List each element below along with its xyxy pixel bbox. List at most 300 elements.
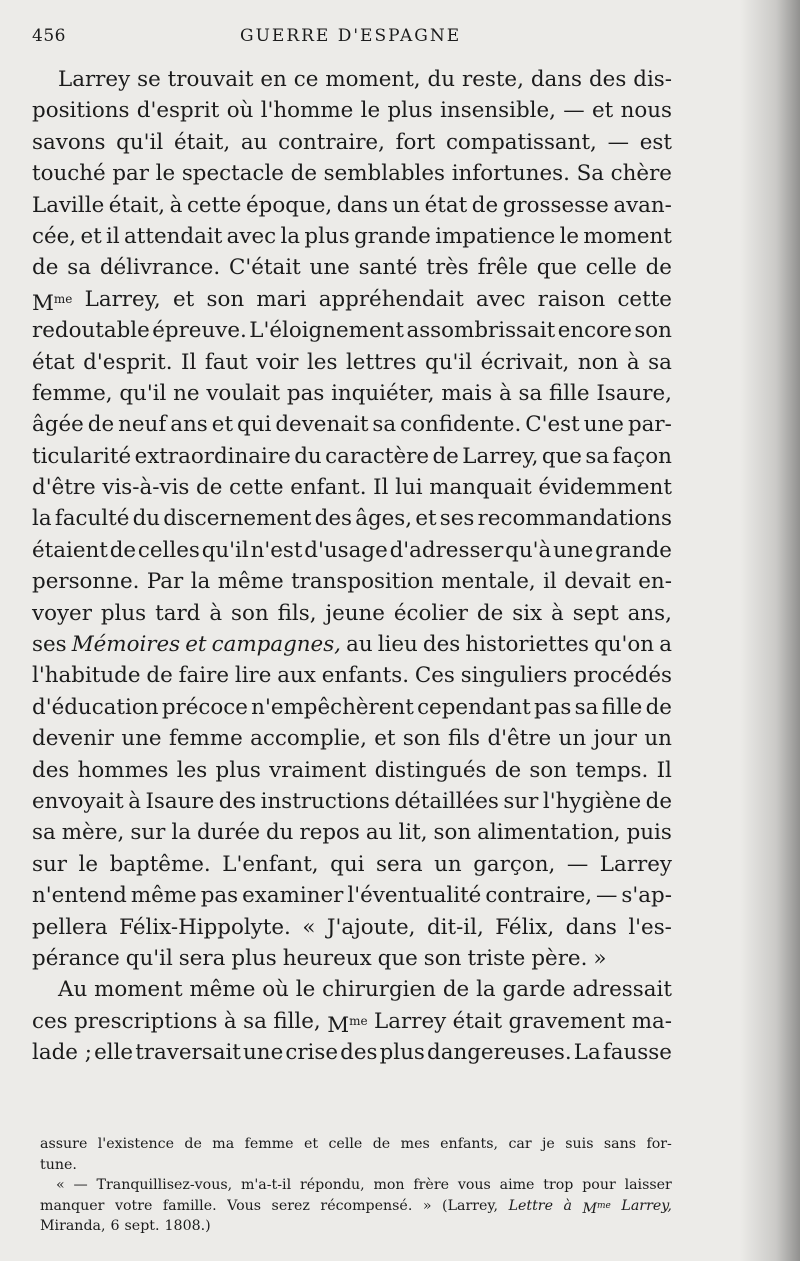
word: aime — [499, 1177, 535, 1193]
word: la — [280, 223, 301, 249]
footnote-line — [40, 1196, 672, 1217]
word: contraire, — [485, 883, 593, 909]
text-line — [32, 95, 672, 126]
word: d'usage — [304, 537, 388, 563]
word: — — [566, 851, 589, 877]
word: ans — [170, 412, 208, 438]
word: ne — [173, 380, 200, 406]
text-line — [32, 409, 672, 440]
word: avec — [476, 286, 526, 312]
word: à — [128, 788, 141, 814]
word: de — [87, 412, 115, 438]
text-line — [32, 378, 672, 409]
word: de — [442, 977, 470, 1003]
word: qu'il — [116, 129, 164, 155]
word: Au — [58, 977, 88, 1003]
word: de — [372, 1136, 391, 1152]
word: est — [639, 129, 672, 155]
word: moment — [583, 223, 672, 249]
word: pellera — [32, 914, 108, 940]
word: compatissant, — [445, 129, 597, 155]
word: Par — [146, 569, 184, 595]
word: (Larrey, — [442, 1197, 499, 1214]
word: l'homme — [260, 98, 354, 124]
word: extraordinaire — [134, 443, 291, 469]
word: celle — [328, 1136, 363, 1152]
word: était, — [108, 192, 166, 218]
word: attendait — [124, 223, 223, 249]
word: » — [422, 1197, 432, 1214]
word: de — [146, 663, 173, 689]
text-line — [32, 692, 672, 723]
word: qu'on — [594, 632, 655, 658]
word: une — [309, 255, 350, 281]
word: baptême. — [109, 851, 211, 877]
word: l'habitude — [32, 663, 141, 689]
text-line — [32, 441, 672, 472]
text-line — [32, 221, 672, 252]
word: âges, — [355, 506, 413, 532]
word: durée — [196, 820, 260, 846]
word: C'est — [525, 412, 580, 438]
word: sur — [503, 788, 539, 814]
word: qu'il — [201, 537, 249, 563]
word: C'était — [228, 255, 301, 281]
word: J'ajoute, — [326, 914, 416, 940]
word: en — [260, 67, 287, 92]
word: contraire, — [278, 129, 385, 155]
word: délivrance. — [99, 255, 221, 281]
word: la — [32, 506, 52, 532]
word: savons — [32, 129, 106, 155]
word: Isaure — [145, 788, 215, 814]
word: Miranda, — [40, 1218, 106, 1234]
word: elle — [94, 1040, 134, 1066]
word: assure — [40, 1136, 88, 1152]
word: sept. — [124, 1218, 160, 1234]
word: Mme — [32, 284, 72, 315]
word: père. — [531, 945, 588, 971]
word: votre — [114, 1197, 153, 1214]
word: que — [536, 255, 577, 281]
word: mari — [256, 286, 307, 312]
word: qu'à — [505, 537, 552, 563]
word: des — [218, 788, 257, 814]
word: vraiment — [269, 757, 367, 783]
word: il — [543, 569, 557, 595]
word: où — [262, 977, 289, 1003]
word: cette — [617, 286, 672, 312]
word: une — [243, 1040, 284, 1066]
word: campagnes, — [211, 632, 341, 658]
word: le — [78, 851, 99, 877]
word: accomplie, — [250, 726, 367, 752]
word: des — [588, 67, 627, 92]
body-text — [32, 64, 672, 1069]
page-edge-shadow — [740, 0, 800, 1261]
word: nous — [620, 98, 672, 124]
word: encore — [557, 318, 632, 344]
word: — — [607, 129, 629, 155]
footnote-line — [40, 1175, 672, 1196]
text-line — [32, 566, 672, 597]
word: un — [392, 192, 421, 218]
word: tard — [155, 600, 201, 626]
word: plus — [100, 600, 147, 626]
word: reste, — [461, 67, 524, 92]
word: son — [433, 820, 472, 846]
word: qui — [330, 851, 365, 877]
word: son — [402, 726, 441, 752]
word: de — [471, 192, 499, 218]
word: Mme — [327, 1006, 367, 1037]
word: sa — [243, 1008, 267, 1034]
word: La — [573, 1040, 601, 1066]
word: d'esprit — [136, 98, 220, 124]
word: avan- — [613, 192, 672, 218]
text-line — [32, 1006, 672, 1037]
word: enfants. — [321, 663, 410, 689]
word: des — [340, 1040, 378, 1066]
word: mais — [441, 380, 493, 406]
footnote-line — [40, 1134, 672, 1155]
text-line — [32, 535, 672, 566]
word: temps. — [575, 757, 649, 783]
word: de — [645, 694, 672, 720]
word: le — [360, 98, 381, 124]
text-line — [32, 755, 672, 786]
word: Larrey, — [621, 1197, 672, 1214]
word: traversait — [135, 1040, 241, 1066]
word: for- — [646, 1136, 672, 1152]
word: même — [189, 977, 256, 1003]
word: puis — [626, 820, 672, 846]
page-header — [32, 26, 672, 52]
word: devenir — [32, 726, 114, 752]
word: de — [645, 255, 672, 281]
word: d'éducation — [32, 694, 159, 720]
word: plus — [215, 757, 261, 783]
word: vous — [457, 1177, 491, 1193]
text-line — [32, 158, 672, 189]
word: heureux — [282, 945, 372, 971]
word: détaillées — [394, 788, 499, 814]
word: fille — [601, 694, 643, 720]
word: à — [626, 349, 640, 375]
word: à — [551, 600, 564, 626]
word: ces — [32, 1008, 68, 1034]
word: neuf — [118, 412, 167, 438]
word: même — [130, 883, 197, 909]
word: ma- — [631, 1008, 672, 1034]
word: caractère — [325, 443, 429, 469]
word: « — [302, 914, 316, 940]
word: singuliers — [460, 663, 568, 689]
word: jour — [593, 726, 638, 752]
text-line — [32, 912, 672, 943]
word: un — [558, 726, 587, 752]
word: devait — [564, 569, 631, 595]
word: ses — [439, 506, 475, 532]
word: fille — [548, 380, 590, 406]
word: l'es- — [628, 914, 672, 940]
word: sa — [574, 694, 599, 720]
word: adressait — [572, 977, 672, 1003]
word: L'enfant, — [222, 851, 319, 877]
word: » — [593, 945, 607, 971]
word: voulait — [206, 380, 281, 406]
word: laisser — [624, 1177, 672, 1193]
word: dangereuses. — [427, 1040, 572, 1066]
word: les — [306, 349, 338, 375]
word: discernement — [163, 506, 312, 532]
word: pour — [582, 1177, 616, 1193]
word: jeune — [325, 600, 385, 626]
word: sera — [178, 945, 226, 971]
word: Lettre — [508, 1197, 553, 1214]
text-line — [32, 943, 672, 974]
word: ses — [32, 632, 67, 658]
word: un — [644, 726, 672, 752]
word: Il — [656, 757, 672, 783]
word: mes — [400, 1136, 430, 1152]
text-line — [32, 472, 672, 503]
word: Il — [181, 349, 197, 375]
word: manquait — [429, 475, 532, 501]
word: où — [226, 98, 254, 124]
word: une — [583, 412, 624, 438]
word: qu'il — [425, 349, 473, 375]
word: sa — [32, 820, 56, 846]
superscript: me — [597, 1200, 611, 1211]
word: redoutable — [32, 318, 150, 344]
word: aux — [277, 663, 316, 689]
text-line — [32, 1037, 672, 1068]
word: par- — [627, 412, 672, 438]
word: et — [211, 412, 234, 438]
word: du — [427, 67, 456, 92]
word: chère — [610, 161, 672, 187]
word: le — [559, 223, 580, 249]
word: qui — [237, 412, 272, 438]
word: de — [645, 788, 672, 814]
word: de — [494, 757, 522, 783]
word: infortunes. — [451, 161, 570, 187]
word: plus — [231, 945, 277, 971]
word: non — [577, 349, 619, 375]
word: manquer — [40, 1197, 105, 1214]
word: Isaure, — [596, 380, 672, 406]
word: pas — [533, 694, 572, 720]
word: récompensé. — [320, 1197, 413, 1214]
word: état — [424, 192, 468, 218]
word: que — [541, 443, 582, 469]
word: grande — [354, 223, 431, 249]
word: lettres — [345, 349, 417, 375]
word: les — [176, 757, 208, 783]
word: suis — [565, 1136, 594, 1152]
word: dit-il, — [426, 914, 484, 940]
word: Larrey, — [462, 443, 539, 469]
word: Vous — [227, 1197, 262, 1214]
word: grossesse — [502, 192, 609, 218]
word: je — [542, 1136, 555, 1152]
word: des — [314, 506, 352, 532]
word: des — [32, 757, 70, 783]
word: répondu, — [299, 1177, 365, 1193]
word: tune. — [40, 1156, 77, 1173]
word: moment — [94, 977, 183, 1003]
word: Mémoires — [71, 632, 181, 658]
word: impatience — [435, 223, 556, 249]
word: à — [169, 192, 183, 218]
word: 1808.) — [164, 1218, 211, 1234]
word: que — [377, 945, 418, 971]
word: pas — [200, 883, 239, 909]
word: de — [32, 255, 59, 281]
word: mentale, — [441, 569, 536, 595]
word: n'est — [250, 537, 303, 563]
word: en- — [638, 569, 672, 595]
text-line — [32, 660, 672, 691]
text-line — [32, 974, 672, 1005]
word: inquiéter, — [331, 380, 435, 406]
word: son — [529, 757, 568, 783]
text-line — [32, 127, 672, 158]
word: cée, — [32, 223, 77, 249]
word: Larrey — [58, 67, 131, 92]
word: Laville — [32, 192, 105, 218]
word: cette — [229, 475, 284, 501]
word: dans — [565, 914, 617, 940]
word: garçon, — [473, 851, 556, 877]
word: la — [476, 977, 496, 1003]
superscript: me — [53, 291, 73, 306]
text-line — [32, 64, 672, 95]
word: transposition — [291, 569, 434, 595]
word: qu'il — [119, 380, 167, 406]
word: un — [434, 851, 462, 877]
word: ce — [293, 67, 319, 92]
word: il — [106, 223, 120, 249]
word: lade ; — [32, 1040, 92, 1066]
word: sa — [67, 255, 91, 281]
running-head: GUERRE D'ESPAGNE — [240, 26, 462, 46]
word: car — [508, 1136, 532, 1152]
word: s'ap- — [621, 883, 672, 909]
word: appréhendait — [318, 286, 464, 312]
word: historiettes — [465, 632, 589, 658]
word: m'a-t-il — [240, 1177, 292, 1193]
word: instructions — [260, 788, 390, 814]
word: dans — [336, 192, 388, 218]
word: se — [137, 67, 161, 92]
word: voyer — [32, 600, 92, 626]
word: l'éventualité — [347, 883, 482, 909]
word: serez — [271, 1197, 310, 1214]
word: L'éloignement — [249, 318, 404, 344]
word: Larrey — [599, 851, 672, 877]
word: une — [553, 537, 594, 563]
text-line — [32, 284, 672, 315]
text-line — [32, 817, 672, 848]
word: n'empêchèrent — [251, 694, 414, 720]
text-line — [32, 786, 672, 817]
word: à — [563, 1197, 572, 1214]
word: écolier — [393, 600, 468, 626]
word: gravement — [508, 1008, 626, 1034]
word: état — [32, 349, 75, 375]
word: fils — [447, 726, 481, 752]
word: à — [223, 1008, 237, 1034]
word: cependant — [417, 694, 531, 720]
word: dans — [530, 67, 583, 92]
word: la — [190, 569, 211, 595]
word: d'esprit. — [83, 349, 173, 375]
word: Félix, — [495, 914, 555, 940]
word: Ces — [414, 663, 455, 689]
word: son — [206, 286, 245, 312]
word: crise — [285, 1040, 339, 1066]
word: d'être — [487, 726, 552, 752]
text-line — [32, 315, 672, 346]
word: insensible, — [440, 98, 556, 124]
word: et — [591, 98, 614, 124]
word: frêle — [477, 255, 528, 281]
word: hommes — [77, 757, 169, 783]
word: de — [290, 161, 317, 187]
text-line — [32, 252, 672, 283]
word: santé — [358, 255, 418, 281]
text-line — [32, 629, 672, 660]
word: devenait — [275, 412, 369, 438]
word: lieu — [377, 632, 418, 658]
word: plus — [379, 1040, 425, 1066]
text-line — [32, 190, 672, 221]
word: touché — [32, 161, 106, 187]
word: le — [295, 977, 316, 1003]
word: Larrey — [374, 1008, 447, 1034]
word: trouvait — [167, 67, 254, 92]
footnote-line — [40, 1216, 672, 1237]
word: Sa — [576, 161, 604, 187]
word: personne. — [32, 569, 140, 595]
word: frère — [413, 1177, 449, 1193]
word: Tranquillisez-vous, — [96, 1177, 233, 1193]
word: de — [109, 537, 137, 563]
footnote-line — [40, 1155, 672, 1176]
word: de — [476, 600, 504, 626]
word: trop — [543, 1177, 574, 1193]
word: avec — [226, 223, 277, 249]
word: sa — [585, 443, 610, 469]
word: de — [196, 475, 223, 501]
word: sur — [130, 820, 166, 846]
word: sa — [372, 412, 397, 438]
word: des — [422, 632, 461, 658]
word: fort — [395, 129, 436, 155]
word: son — [634, 318, 672, 344]
word: plus — [387, 98, 433, 124]
word: garde — [502, 977, 566, 1003]
word: triste — [467, 945, 526, 971]
word: mon — [373, 1177, 405, 1193]
text-line — [32, 880, 672, 911]
word: était — [452, 1008, 503, 1034]
word: sur — [32, 851, 67, 877]
word: assombrissait — [406, 318, 556, 344]
page-number: 456 — [32, 26, 66, 46]
